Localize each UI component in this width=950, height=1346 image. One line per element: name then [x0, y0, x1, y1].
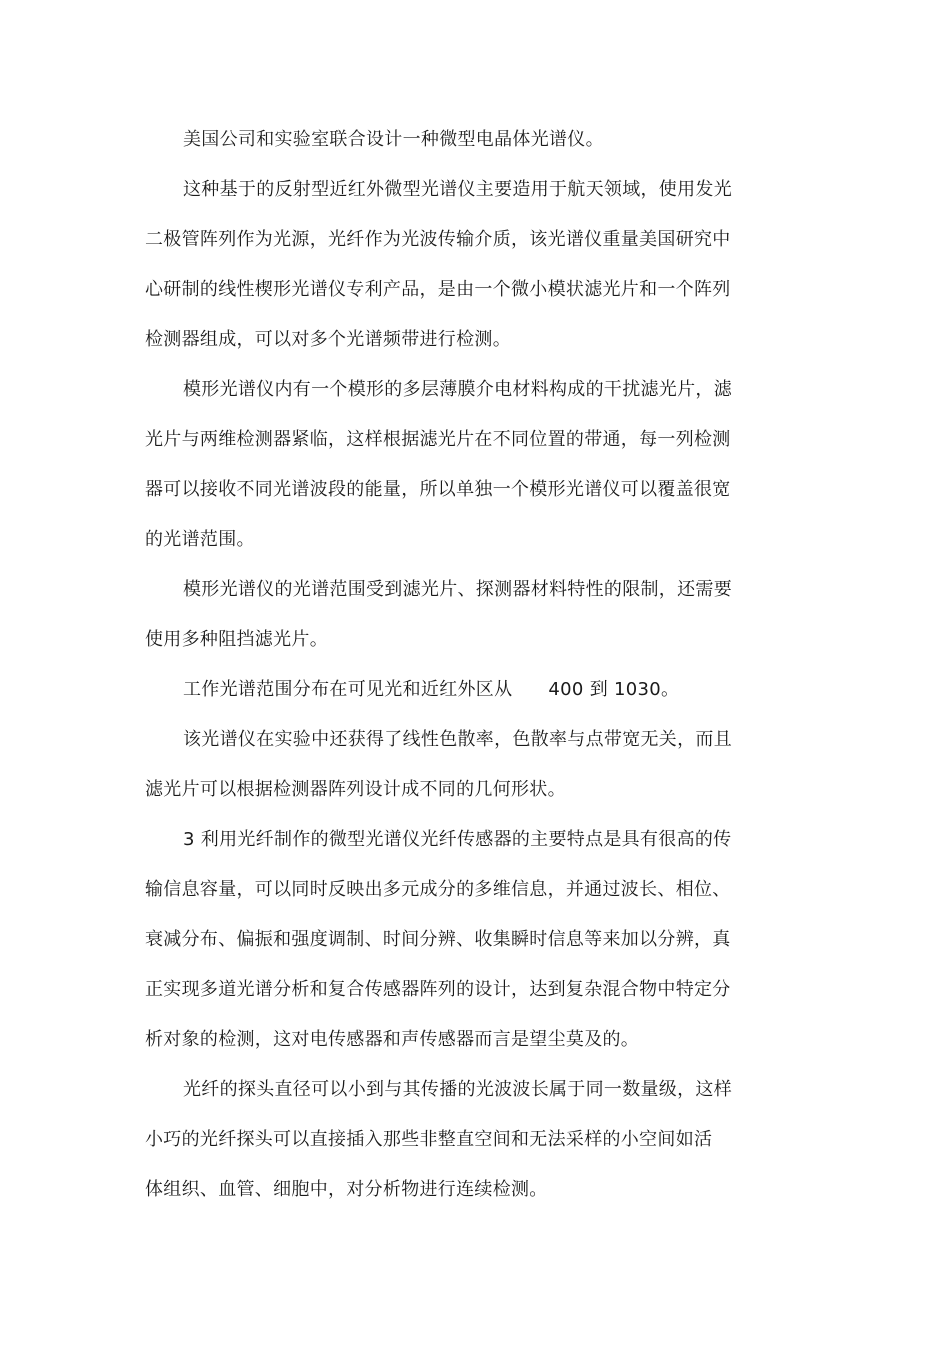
text-line: 模形光谱仪的光谱范围受到滤光片、探测器材料特性的限制，还需要 — [183, 579, 732, 600]
text-line: 光片与两维检测器紧临，这样根据滤光片在不同位置的带通，每一列检测 — [145, 429, 731, 450]
text-line: 该光谱仪在实验中还获得了线性色散率，色散率与点带宽无关，而且 — [183, 729, 732, 750]
paragraph-1 — [145, 122, 760, 172]
paragraph-2 — [145, 172, 760, 372]
text-line: 输信息容量，可以同时反映出多元成分的多维信息，并通过波长、相位、 — [145, 879, 731, 900]
text-line: 心研制的线性楔形光谱仪专利产品，是由一个微小模状滤光片和一个阵列 — [145, 279, 731, 300]
paragraph-3 — [145, 372, 760, 572]
document-body — [145, 122, 760, 1222]
paragraph-8 — [145, 1072, 760, 1222]
paragraph-7 — [145, 822, 760, 1072]
paragraph-6 — [145, 722, 760, 822]
range-suffix: 。 — [661, 679, 680, 700]
range-from: 400 — [548, 679, 584, 700]
text-line: 3 利用光纤制作的微型光谱仪光纤传感器的主要特点是具有很高的传 — [183, 829, 732, 850]
range-prefix: 工作光谱范围分布在可见光和近红外区从 — [183, 679, 513, 700]
paragraph-5 — [145, 672, 760, 722]
range-mid: 到 — [583, 679, 615, 700]
spectral-range-line — [145, 672, 760, 722]
text-line: 滤光片可以根据检测器阵列设计成不同的几何形状。 — [145, 779, 566, 800]
text-line: 这种基于的反射型近红外微型光谱仪主要造用于航天领域，使用发光 — [183, 179, 732, 200]
text-line: 美国公司和实验室联合设计一种微型电晶体光谱仪。 — [183, 129, 604, 150]
text-line: 衰减分布、偏振和强度调制、时间分辨、收集瞬时信息等来加以分辨，真 — [145, 929, 731, 950]
text-line: 的光谱范围。 — [145, 529, 255, 550]
text-line: 二极管阵列作为光源，光纤作为光波传输介质，该光谱仪重量美国研究中 — [145, 229, 731, 250]
text-line: 析对象的检测，这对电传感器和声传感器而言是望尘莫及的。 — [145, 1029, 640, 1050]
text-line: 检测器组成，可以对多个光谱频带进行检测。 — [145, 329, 511, 350]
text-line: 器可以接收不同光谱波段的能量，所以单独一个模形光谱仪可以覆盖很宽 — [145, 479, 731, 500]
text-line: 使用多种阻挡滤光片。 — [145, 629, 328, 650]
text-line: 光纤的探头直径可以小到与其传播的光波波长属于同一数量级，这样 — [183, 1079, 732, 1100]
text-line: 正实现多道光谱分析和复合传感器阵列的设计，达到复杂混合物中特定分 — [145, 979, 731, 1000]
text-line: 小巧的光纤探头可以直接插入那些非整直空间和无法采样的小空间如活 — [145, 1129, 713, 1150]
range-to: 1030 — [614, 679, 662, 700]
paragraph-4 — [145, 572, 760, 672]
text-line: 体组织、血管、细胞中，对分析物进行连续检测。 — [145, 1179, 548, 1200]
text-line: 模形光谱仪内有一个模形的多层薄膜介电材料构成的干扰滤光片，滤 — [183, 379, 732, 400]
